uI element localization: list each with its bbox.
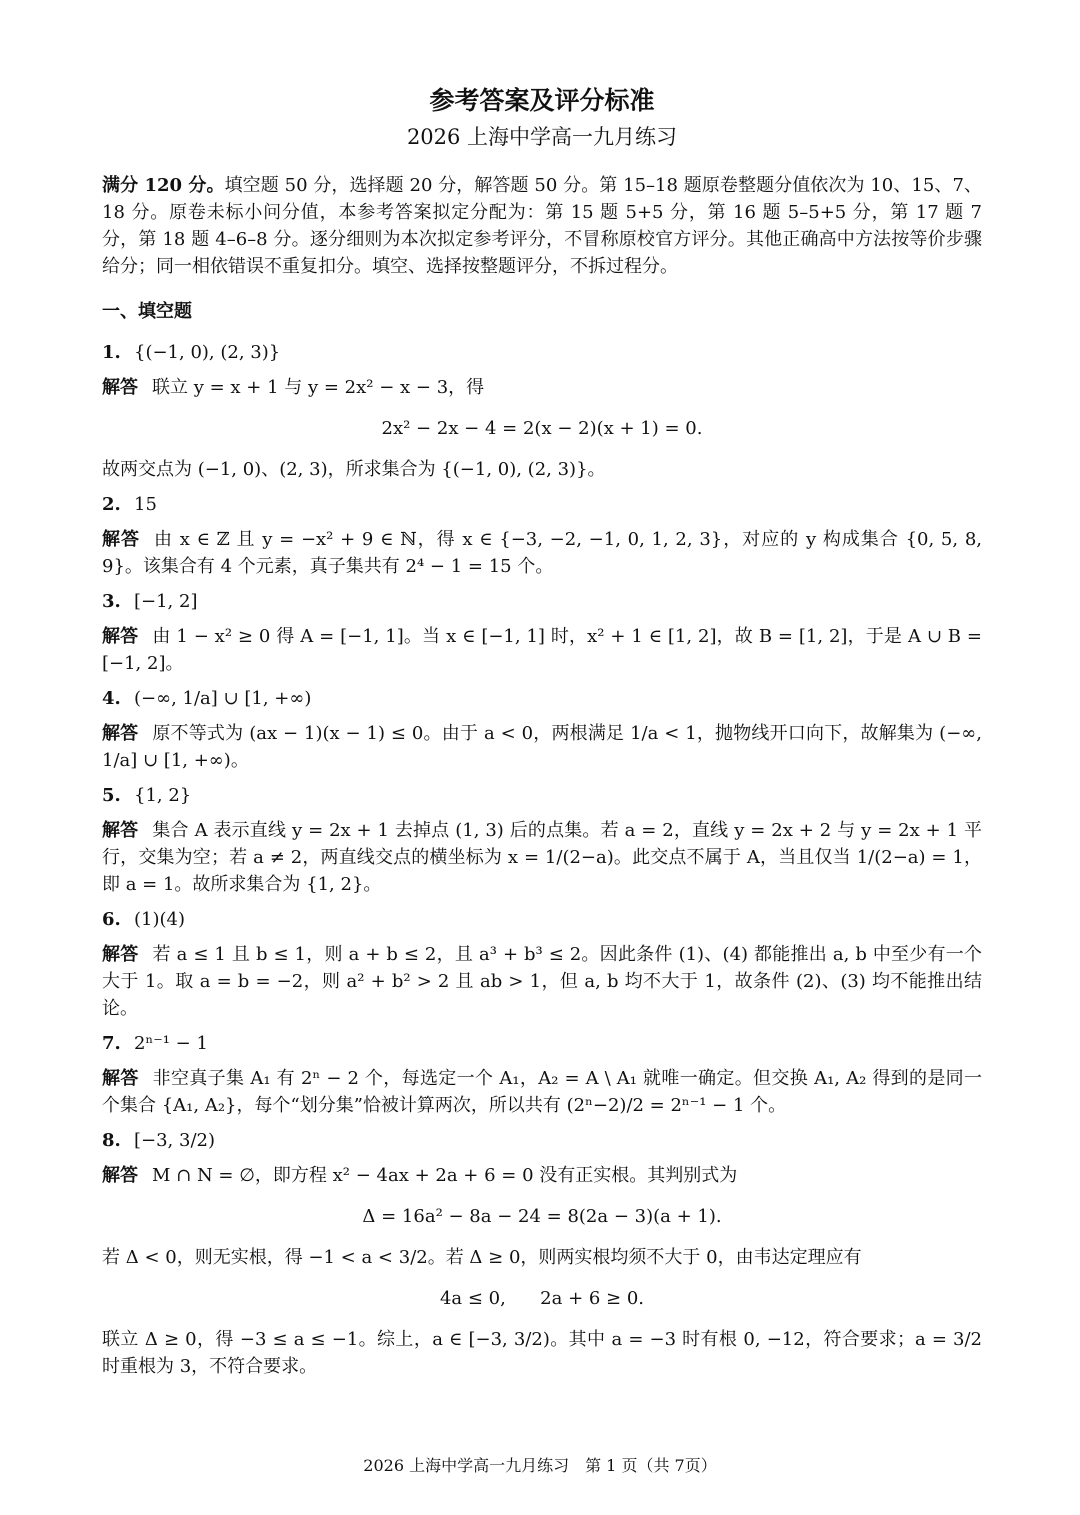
page-title: 参考答案及评分标准: [429, 86, 655, 115]
answer-value: {1, 2}: [134, 785, 192, 806]
display-equation: Δ = 16a² − 8a − 24 = 8(2a − 3)(a + 1).: [362, 1206, 722, 1227]
solution-tag: 解答: [102, 723, 139, 744]
solution-body: 由 1 − x² ≥ 0 得 A = [−1, 1]。当 x ∈ [−1, 1] 时，x² + 1 ∈ [1, 2]，故 B = [1, 2]，于是 A ∪ B = [−1, 2]。: [102, 626, 982, 674]
solution-body: M ∩ N = ∅，即方程 x² − 4ax + 2a + 6 = 0 没有正实根。其判别式为: [152, 1165, 738, 1186]
intro-text: 填空题 50 分，选择题 20 分，解答题 50 分。第 15–18 题原卷整题分值依次为 10、15、7、18 分。原卷未标小问分值，本参考答案拟定分配为：第 15 题 5+5 分，第 16 题 5–5+5 分，第 17 题 7 分，第 18 题 4–6–8 分。逐分细则为本次拟定参考评分，不冒称原校官方评分。其他正确高中方法按等价步骤给分；同一相依错误不重复扣分。填空、选择按整题评分，不拆过程分。: [102, 175, 982, 277]
solution-tag: 解答: [102, 377, 138, 398]
problem-1: [102, 339, 982, 483]
answer-line: [102, 1127, 982, 1154]
display-equation: 2x² − 2x − 4 = 2(x − 2)(x + 1) = 0.: [381, 418, 703, 439]
solution-tag: 解答: [102, 1068, 139, 1089]
solution-body: 原不等式为 (ax − 1)(x − 1) ≤ 0。由于 a < 0，两根满足 1/a < 1，抛物线开口向下，故解集为 (−∞, 1/a] ∪ [1, +∞)。: [102, 723, 982, 771]
problem-8: [102, 1127, 982, 1380]
page-footer: 2026 上海中学高一九月练习 第 1 页（共 7页）: [363, 1456, 717, 1475]
answer-line: [102, 906, 982, 933]
problem-number: 7.: [102, 1033, 121, 1054]
problem-number: 1.: [102, 342, 121, 363]
solution-body: 联立 y = x + 1 与 y = 2x² − x − 3，得: [152, 377, 485, 398]
answer-line: [102, 491, 982, 518]
answer-value: 2ⁿ⁻¹ − 1: [134, 1033, 208, 1054]
solution-body: 由 x ∈ ℤ 且 y = −x² + 9 ∈ ℕ，得 x ∈ {−3, −2, −1, 0, 1, 2, 3}，对应的 y 构成集合 {0, 5, 8, 9}。该集合有 4 个元素，真子集共有 2⁴ − 1 = 15 个。: [102, 529, 983, 577]
solution-conclusion: 故两交点为 (−1, 0)、(2, 3)，所求集合为 {(−1, 0), (2, 3)}。: [102, 459, 606, 480]
solution-tag: 解答: [102, 944, 139, 965]
solution-text: [102, 817, 982, 898]
solution-text: [102, 720, 982, 774]
solution-text: [102, 1065, 982, 1119]
answer-line: [102, 1030, 982, 1057]
problem-2: [102, 491, 982, 580]
page-subtitle: 2026 上海中学高一九月练习: [406, 125, 678, 149]
answer-value: (1)(4): [134, 909, 185, 930]
section-title: 一、填空题: [102, 301, 192, 322]
problem-number: 8.: [102, 1130, 121, 1151]
solution-text: [102, 941, 982, 1022]
solution-text: [102, 374, 982, 401]
answer-line: [102, 782, 982, 809]
intro-lead: 满分 120 分。: [102, 175, 225, 196]
problem-7: [102, 1030, 982, 1119]
problem-number: 4.: [102, 688, 121, 709]
answer-line: [102, 588, 982, 615]
problem-number: 6.: [102, 909, 121, 930]
problem-number: 3.: [102, 591, 121, 612]
problem-4: [102, 685, 982, 774]
solution-body: 非空真子集 A₁ 有 2ⁿ − 2 个，每选定一个 A₁，A₂ = A \ A₁ 就唯一确定。但交换 A₁, A₂ 得到的是同一个集合 {A₁, A₂}，每个“划分集”恰被计算两次，所以共有 (2ⁿ−2)/2 = 2ⁿ⁻¹ − 1 个。: [102, 1068, 982, 1116]
answer-value: [−3, 3/2): [134, 1130, 215, 1151]
solution-text: [102, 1162, 982, 1189]
solution-tag: 解答: [102, 820, 139, 841]
solution-tag: 解答: [102, 529, 141, 550]
answer-page: [102, 84, 982, 1388]
answer-value: (−∞, 1/a] ∪ [1, +∞): [134, 688, 312, 709]
problem-3: [102, 588, 982, 677]
answer-line: [102, 339, 982, 366]
solution-tag: 解答: [102, 626, 139, 647]
solution-text: [102, 526, 982, 580]
solution-text: [102, 623, 982, 677]
answer-value: {(−1, 0), (2, 3)}: [134, 342, 281, 363]
problem-number: 2.: [102, 494, 121, 515]
solution-body: 若 a ≤ 1 且 b ≤ 1，则 a + b ≤ 2，且 a³ + b³ ≤ 2。因此条件 (1)、(4) 都能推出 a, b 中至少有一个大于 1。取 a = b = −2，则 a² + b² > 2 且 ab > 1，但 a, b 均不大于 1，故条件 (2)、(3) 均不能推出结论。: [102, 944, 983, 1019]
solution-body: 集合 A 表示直线 y = 2x + 1 去掉点 (1, 3) 后的点集。若 a = 2，直线 y = 2x + 2 与 y = 2x + 1 平行，交集为空；若 a ≠ 2，两直线交点的横坐标为 x = 1/(2−a)。此交点不属于 A，当且仅当 1/(2−a) = 1，即 a = 1。故所求集合为 {1, 2}。: [102, 820, 982, 895]
scoring-intro: [102, 172, 982, 280]
solution-middle: 若 Δ < 0，则无实根，得 −1 < a < 3/2。若 Δ ≥ 0，则两实根均须不大于 0，由韦达定理应有: [102, 1247, 862, 1268]
solution-conclusion: 联立 Δ ≥ 0，得 −3 ≤ a ≤ −1。综上，a ∈ [−3, 3/2)。其中 a = −3 时有根 0, −12，符合要求；a = 3/2 时重根为 3，不符合要求。: [102, 1329, 982, 1377]
display-inequalities: 4a ≤ 0, 2a + 6 ≥ 0.: [439, 1288, 645, 1309]
solution-tag: 解答: [102, 1165, 138, 1186]
answer-line: [102, 685, 982, 712]
problem-6: [102, 906, 982, 1022]
problem-5: [102, 782, 982, 898]
problem-number: 5.: [102, 785, 121, 806]
answer-value: 15: [134, 494, 157, 515]
answer-value: [−1, 2]: [134, 591, 198, 612]
